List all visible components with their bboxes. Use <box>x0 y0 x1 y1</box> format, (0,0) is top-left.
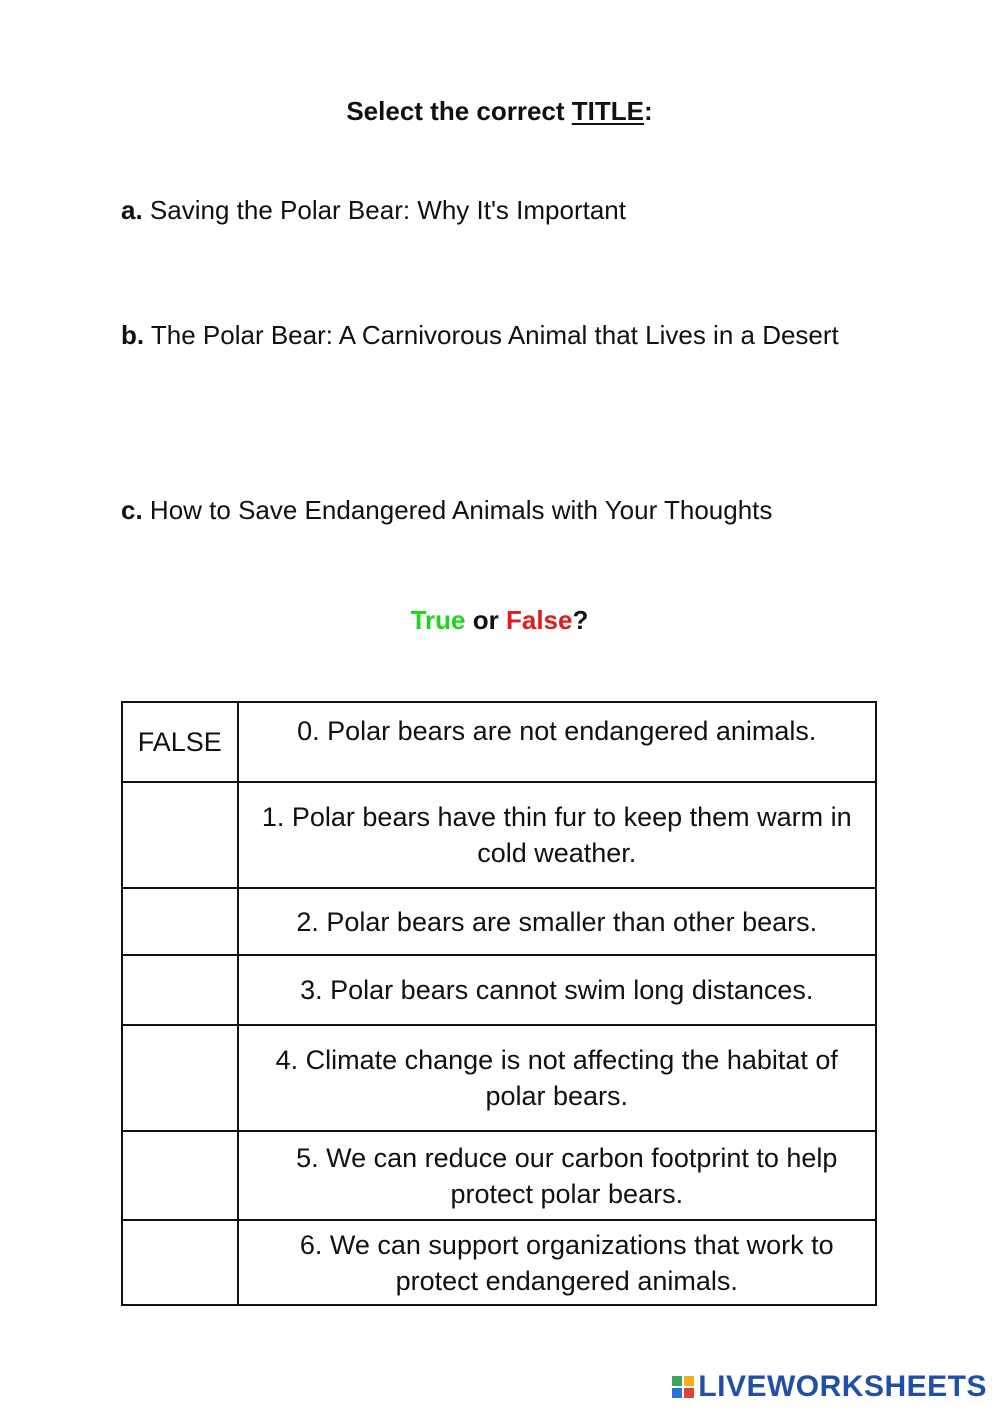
statement-cell: 0. Polar bears are not endangered animals. <box>238 702 876 782</box>
logo-tile <box>684 1376 694 1386</box>
option-text: How to Save Endangered Animals with Your Thoughts <box>149 495 773 525</box>
answer-input-cell[interactable] <box>122 1131 238 1220</box>
answer-input-cell[interactable] <box>122 888 238 955</box>
title-keyword: TITLE <box>571 96 644 126</box>
statement-cell: 1. Polar bears have thin fur to keep them warm in cold weather. <box>238 782 876 888</box>
liveworksheets-logo-icon <box>672 1376 694 1398</box>
statement-cell: 2. Polar bears are smaller than other bears. <box>238 888 876 955</box>
logo-tile <box>672 1376 682 1386</box>
statement-cell: 5. We can reduce our carbon footprint to help protect polar bears. <box>238 1131 876 1220</box>
logo-tile <box>684 1388 694 1398</box>
option-letter: a. <box>121 195 143 225</box>
table-row <box>122 1131 876 1220</box>
option-text: The Polar Bear: A Carnivorous Animal that Lives in a Desert <box>150 320 839 350</box>
table-row <box>122 782 876 888</box>
answer-input-cell[interactable] <box>122 1220 238 1305</box>
true-false-table <box>121 701 877 1306</box>
true-or-false-heading: True or False? <box>410 605 589 635</box>
false-word: False <box>505 605 573 635</box>
table-row <box>122 955 876 1025</box>
option-letter: c. <box>121 495 143 525</box>
table-row <box>122 1220 876 1305</box>
statement-cell: 6. We can support organizations that work to protect endangered animals. <box>238 1220 876 1305</box>
brand-name: LIVEWORKSHEETS <box>698 1370 987 1403</box>
true-word: True <box>410 605 466 635</box>
logo-tile <box>672 1388 682 1398</box>
answer-input-cell[interactable] <box>122 955 238 1025</box>
title-option-b[interactable] <box>121 311 861 360</box>
statement-cell: 3. Polar bears cannot swim long distances. <box>238 955 876 1025</box>
liveworksheets-branding[interactable] <box>672 1370 987 1404</box>
table-row <box>122 702 876 782</box>
answer-input-cell[interactable] <box>122 782 238 888</box>
table-row <box>122 1025 876 1131</box>
title-option-a[interactable] <box>121 186 861 235</box>
option-text: Saving the Polar Bear: Why It's Important <box>149 195 626 225</box>
option-letter: b. <box>121 320 145 350</box>
title-option-c[interactable] <box>121 486 861 535</box>
answer-input-cell[interactable] <box>122 1025 238 1131</box>
answer-cell: FALSE <box>122 702 238 782</box>
title-question: Select the correct TITLE: <box>346 96 653 126</box>
statement-cell: 4. Climate change is not affecting the habitat of polar bears. <box>238 1025 876 1131</box>
table-row <box>122 888 876 955</box>
